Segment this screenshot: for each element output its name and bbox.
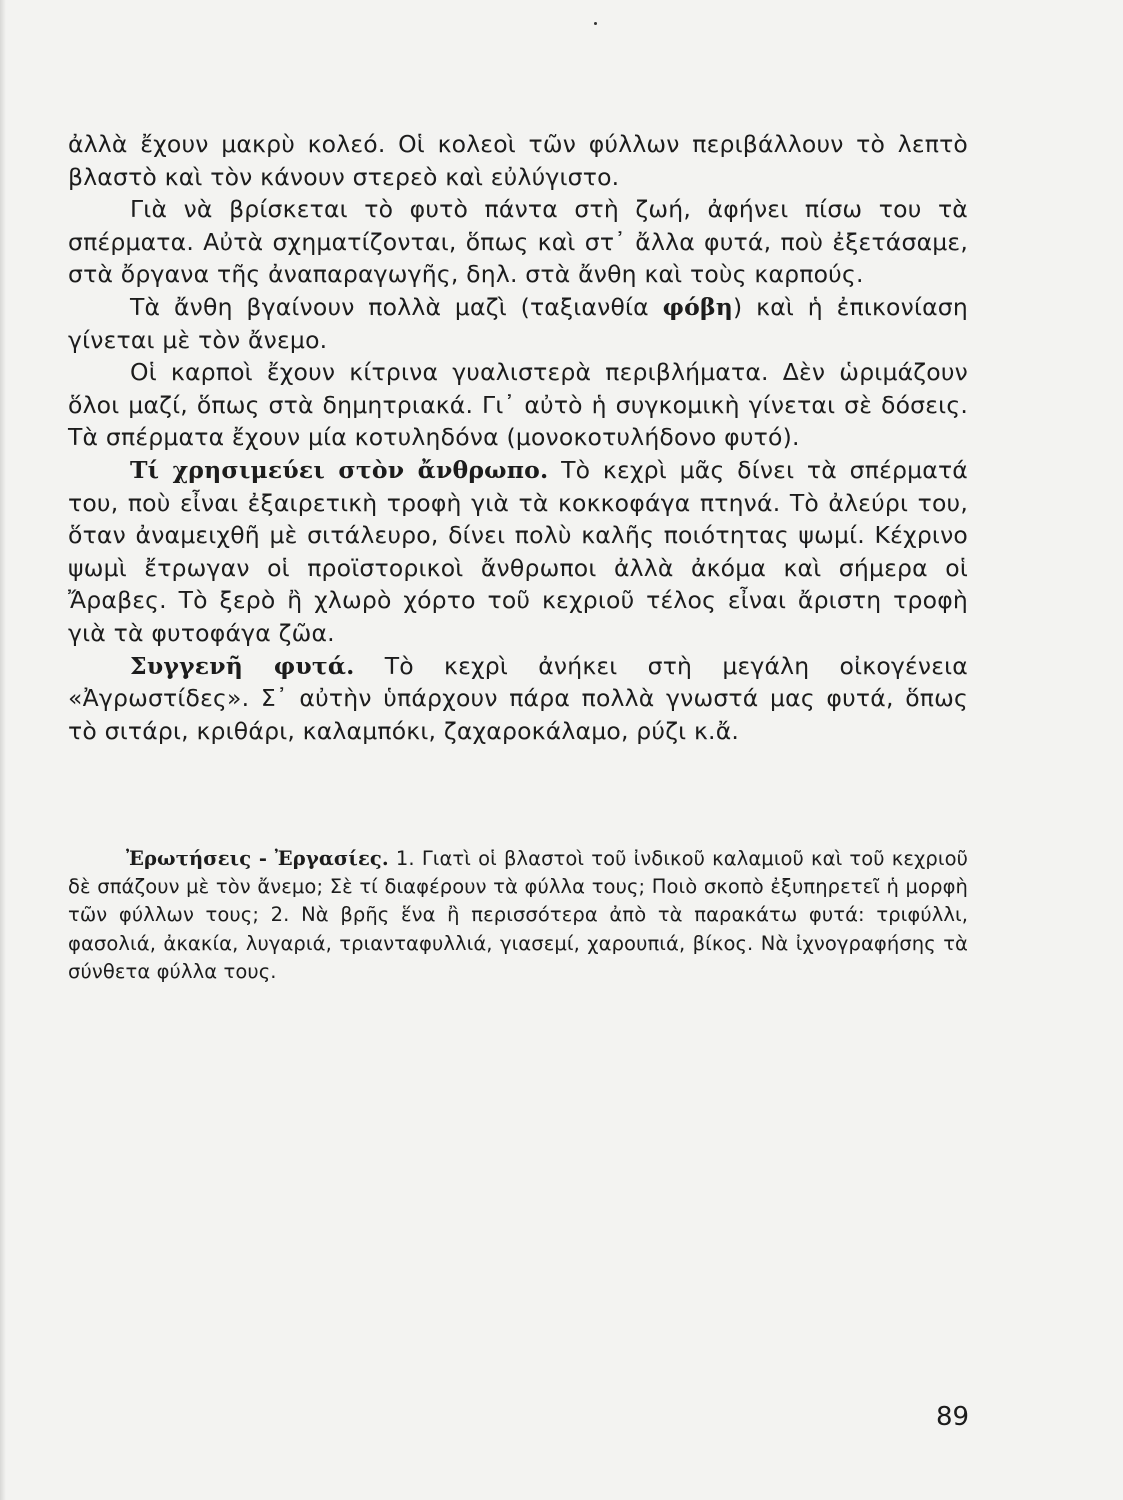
- questions-heading: Ἐρωτήσεις - Ἐργασίες.: [126, 847, 389, 870]
- section-text-related: Τὸ κεχρὶ ἀνήκει στὴ μεγάλη οἰκογένεια «Ἀγρωστίδες». Σ᾽ αὐτὴν ὑπάρχουν πάρα πολλὰ γνωστά μας φυτά, ὅπως τὸ σιτάρι, κριθάρι, καλαμπόκι, ζαχαροκάλαμο, ρύζι κ.ἄ.: [68, 651, 968, 745]
- paragraph-2: Γιὰ νὰ βρίσκεται τὸ φυτὸ πάντα στὴ ζωή, ἀφήνει πίσω του τὰ σπέρματα. Αὐτὰ σχηματίζονται, ὅπως καὶ στ᾽ ἄλλα φυτά, ποὺ ἐξετάσαμε, στὰ ὄργανα τῆς ἀναπαραγωγῆς, δηλ. στὰ ἄνθη καὶ τοὺς καρπούς.: [68, 195, 968, 289]
- paragraph-4: Οἱ καρποὶ ἔχουν κίτρινα γυαλιστερὰ περιβλήματα. Δὲν ὡριμάζουν ὅλοι μαζί, ὅπως στὰ δημητριακά. Γι᾽ αὐτὸ ἡ συγκομικὴ γίνεται σὲ δόσεις. Τὰ σπέρματα ἔχουν μία κοτυληδόνα (μονοκοτυλήδονο φυτό).: [68, 358, 968, 452]
- section-heading-related: Συγγενῆ φυτά.: [130, 651, 355, 680]
- page-number: 89: [936, 1402, 970, 1432]
- questions-text: 1. Γιατὶ οἱ βλαστοὶ τοῦ ἰνδικοῦ καλαμιοῦ καὶ τοῦ κεχριοῦ δὲ σπάζουν μὲ τὸν ἄνεμο; Σὲ τί διαφέρουν τὰ φύλλα τους; Ποιὸ σκοπὸ ἐξυπηρετεῖ ἡ μορφὴ τῶν φύλλων τους; 2. Νὰ βρῆς ἕνα ἢ περισσότερα ἀπὸ τὰ παρακάτω φυτά: τριφύλλι, φασολιά, ἀκακία, λυγαριά, τριανταφυλλιά, γιασεμί, χαρουπιά, βίκος. Νὰ ἰχνογραφήσης τὰ σύνθετα φύλλα τους.: [68, 847, 968, 983]
- ink-speck: [594, 22, 597, 25]
- paragraph-3: [68, 291, 968, 356]
- paragraph-3-after: ) καὶ ἡ ἐπικονίαση γίνεται μὲ τὸν ἄνεμο.: [68, 292, 968, 354]
- paragraph-1: ἀλλὰ ἔχουν μακρὺ κολεό. Οἱ κολεοὶ τῶν φύλλων περιβάλλουν τὸ λεπτὸ βλαστὸ καὶ τὸν κάνουν στερεὸ καὶ εὐλύγιστο.: [68, 130, 968, 191]
- paragraph-related: [68, 650, 968, 748]
- paragraph-uses: [68, 454, 968, 650]
- section-text-uses: Τὸ κεχρὶ μᾶς δίνει τὰ σπέρματά του, ποὺ εἶναι ἐξαιρετικὴ τροφὴ γιὰ τὰ κοκκοφάγα πτηνά. Τὸ ἀλεύρι του, ὅταν ἀναμειχθῆ μὲ σιτάλευρο, δίνει πολὺ καλῆς ποιότητας ψωμί. Κέχρινο ψωμὶ ἔτρωγαν οἱ προϊστορικοὶ ἄνθρωποι ἀλλὰ ἀκόμα καὶ σήμερα οἱ Ἄραβες. Τὸ ξερὸ ἢ χλωρὸ χόρτο τοῦ κεχριοῦ τέλος εἶναι ἄριστη τροφὴ γιὰ τὰ φυτοφάγα ζῶα.: [68, 455, 968, 647]
- term-fovi: φόβη: [662, 292, 734, 321]
- section-heading-uses: Τί χρησιμεύει στὸν ἄνθρωπο.: [130, 455, 549, 484]
- page-edge-shadow: [0, 0, 6, 1500]
- body-text: [68, 128, 968, 747]
- questions-block: [68, 845, 968, 986]
- paragraph-3-before: Τὰ ἄνθη βγαίνουν πολλὰ μαζὶ (ταξιανθία: [130, 292, 663, 321]
